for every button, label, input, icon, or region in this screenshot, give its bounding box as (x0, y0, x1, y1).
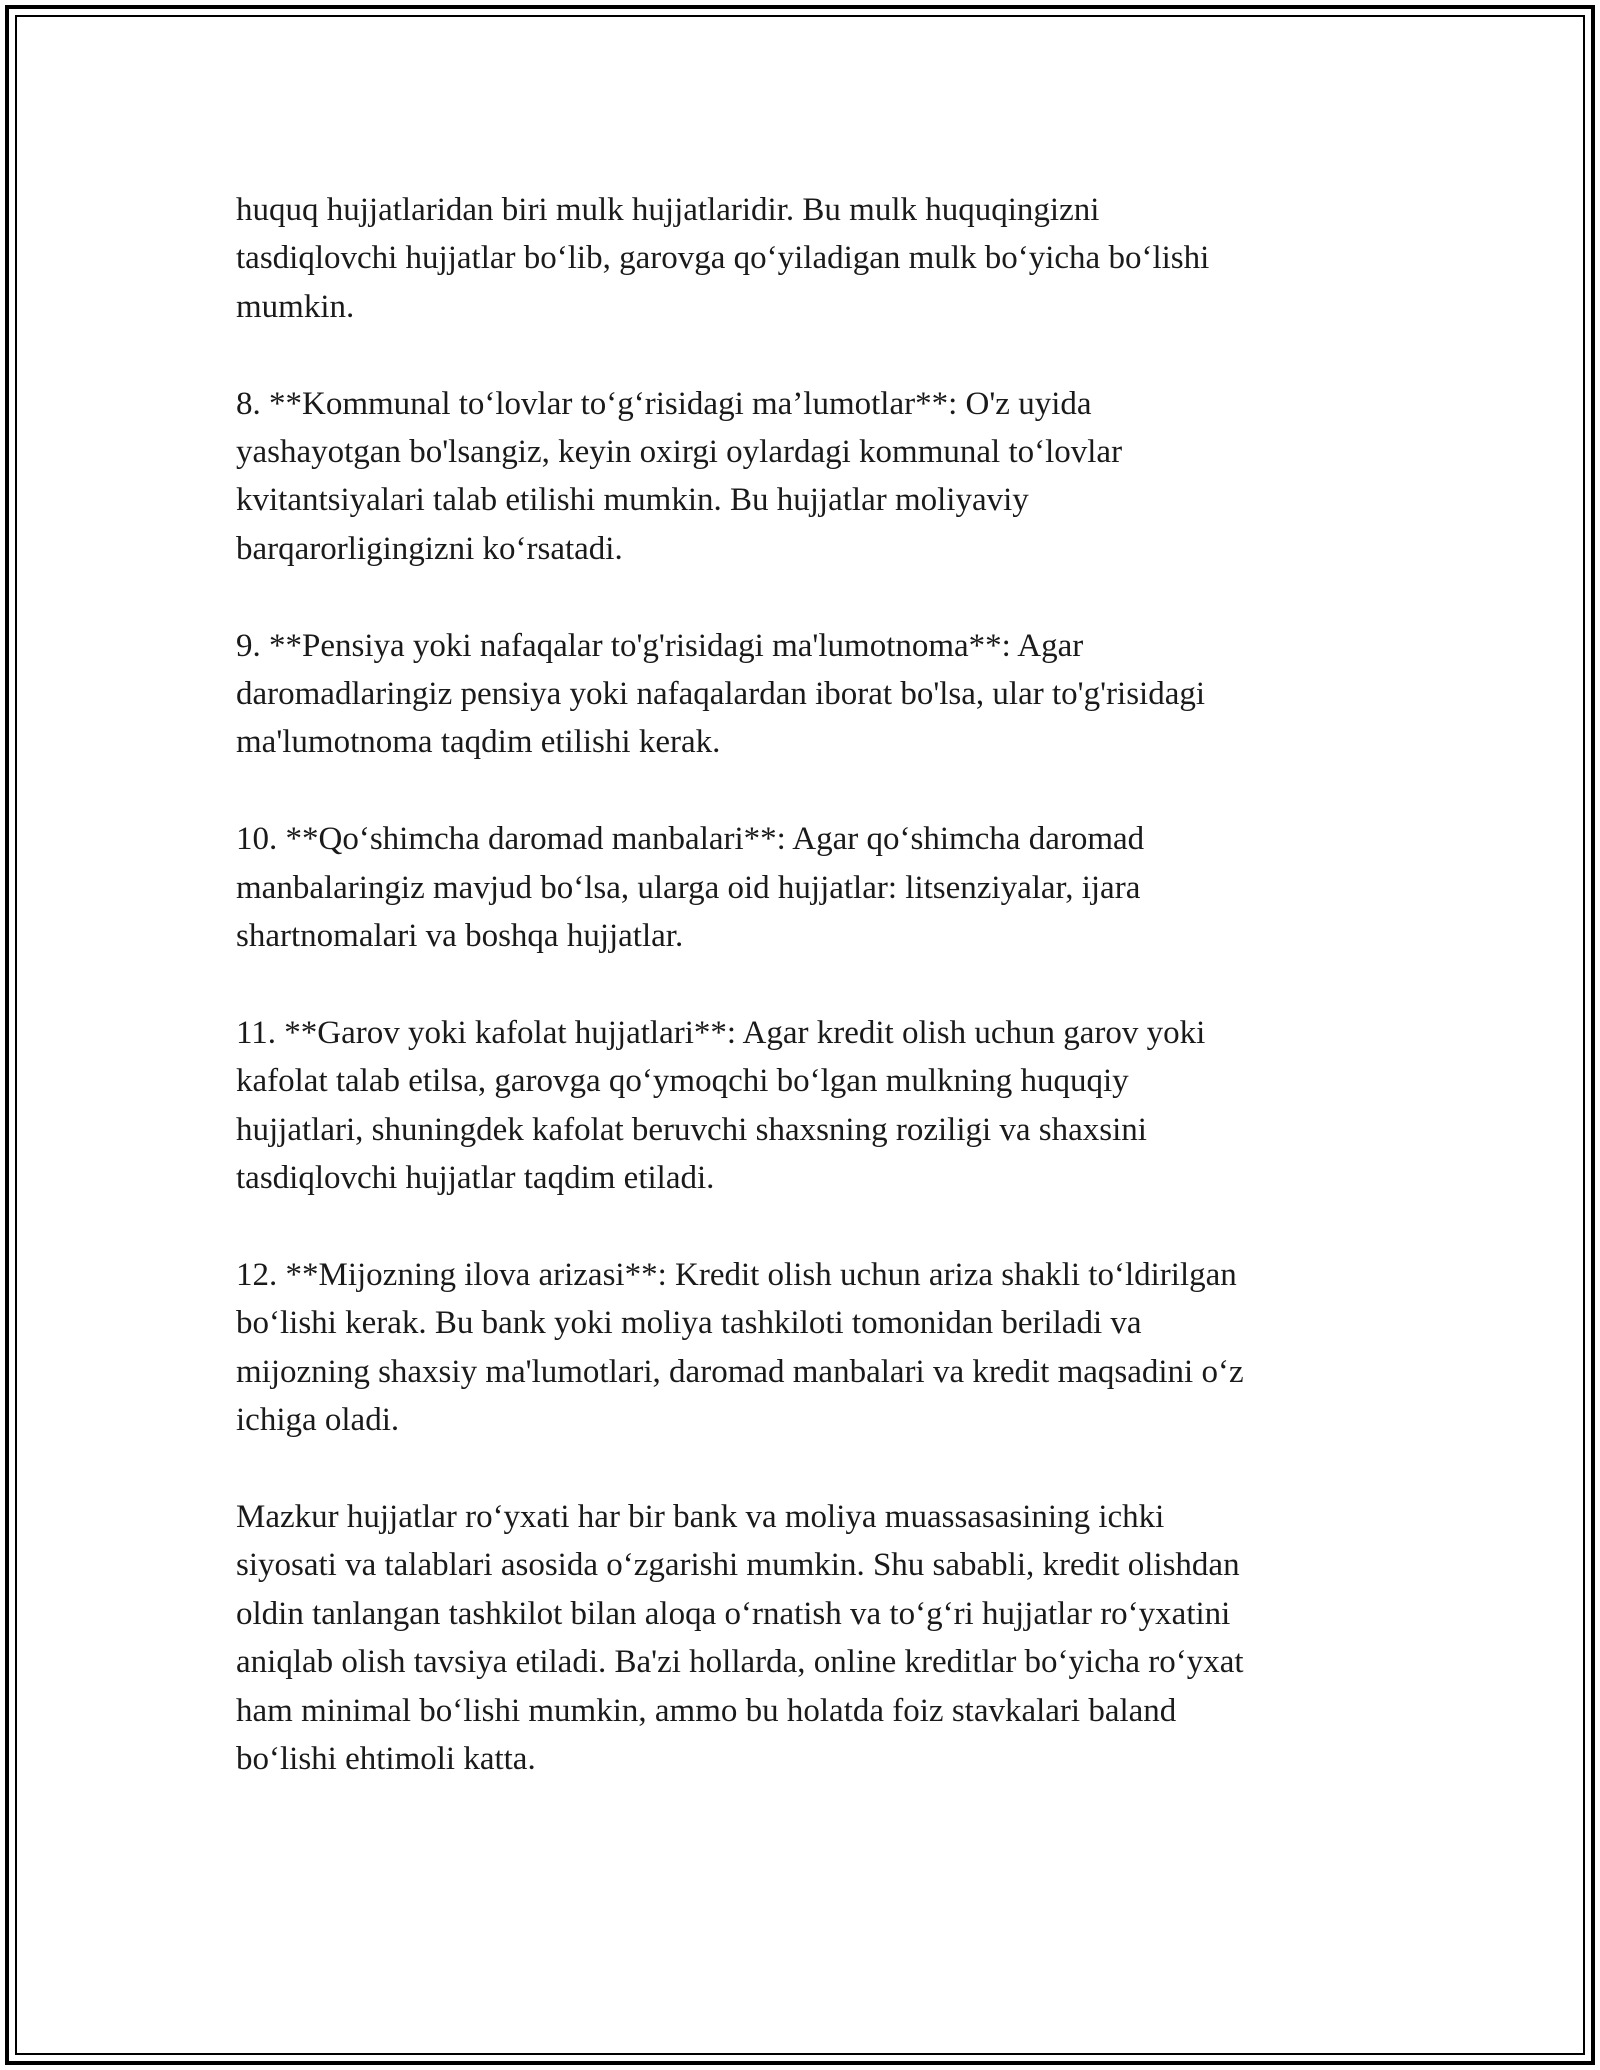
paragraph-item-10-additional-income: 10. **Qo‘shimcha daromad manbalari**: Agar qo‘shimcha daromad manbalaringiz mavjud bo‘lsa, ularga oid hujjatlar: litsenziyalar, ijara shartnomalari va boshqa hujjatlar. (236, 821, 1145, 955)
document-body (236, 186, 1366, 1832)
paragraph-property-documents: huquq hujjatlaridan biri mulk hujjatlaridir. Bu mulk huquqingizni tasdiqlovchi hujjatlar bo‘lib, garovga qo‘yiladigan mulk bo‘yicha bo‘lishi mumkin. (236, 192, 1210, 325)
paragraph-item-12-application-form: 12. **Mijozning ilova arizasi**: Kredit olish uchun ariza shakli to‘ldirilgan bo‘lishi kerak. Bu bank yoki moliya tashkiloti tomonidan beriladi va mijozning shaxsiy ma'lumotlari, daromad manbalari va kredit maqsadini o‘z ichiga oladi. (236, 1256, 1244, 1439)
paragraph-item-11-collateral-documents: 11. **Garov yoki kafolat hujjatlari**: Agar kredit olish uchun garov yoki kafolat talab etilsa, garovga qo‘ymoqchi bo‘lgan mulkning huquqiy hujjatlari, shuningdek kafolat beruvchi shaxsning roziligi va shaxsini tasdiqlovchi hujjatlar taqdim etiladi. (236, 1014, 1206, 1197)
paragraph-conclusion: Mazkur hujjatlar ro‘yxati har bir bank va moliya muassasasining ichki siyosati va talablari asosida o‘zgarishi mumkin. Shu sababli, kredit olishdan oldin tanlangan tashkilot bilan aloqa o‘rnatish va to‘g‘ri hujjatlar ro‘yxatini aniqlab olish tavsiya etiladi. Ba'zi hollarda, online kreditlar bo‘yicha ro‘yxat ham minimal bo‘lishi mumkin, ammo bu holatda foiz stavkalari baland bo‘lishi ehtimoli katta. (236, 1498, 1244, 1777)
paragraph-item-9-pension-certificate: 9. **Pensiya yoki nafaqalar to'g'risidagi ma'lumotnoma**: Agar daromadlaringiz pensiya yoki nafaqalardan iborat bo'lsa, ular to'g'risidagi ma'lumotnoma taqdim etilishi kerak. (236, 627, 1206, 761)
paragraph-item-8-utility-payments: 8. **Kommunal to‘lovlar to‘g‘risidagi ma’lumotlar**: O'z uyida yashayotgan bo'lsangiz, keyin oxirgi oylardagi kommunal to‘lovlar kvitantsiyalari talab etilishi mumkin. Bu hujjatlar moliyaviy barqarorligingizni ko‘rsatadi. (236, 385, 1123, 567)
